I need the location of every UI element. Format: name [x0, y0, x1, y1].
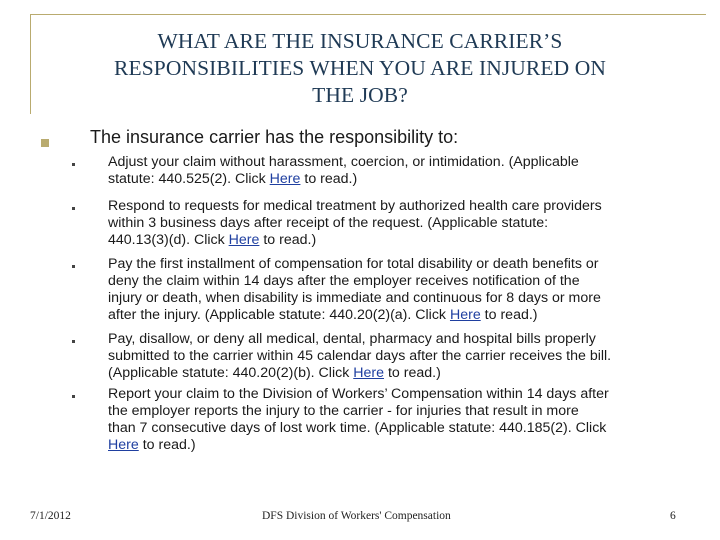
item-text: to read.)	[300, 170, 358, 187]
item-line	[108, 171, 692, 188]
here-link[interactable]: Here	[449, 306, 481, 323]
here-link[interactable]: Here	[228, 231, 260, 248]
item-line: Pay, disallow, or deny all medical, dental, pharmacy and hospital bills properly	[108, 331, 596, 347]
footer-page-number: 6	[670, 510, 676, 522]
small-bullet-icon	[72, 207, 75, 210]
list-item	[108, 154, 692, 188]
item-line: Report your claim to the Division of Workers’ Compensation within 14 days after	[108, 386, 609, 402]
list-item	[108, 256, 692, 324]
frame-left-line	[30, 14, 31, 114]
here-link[interactable]: Here	[269, 170, 301, 187]
item-line	[108, 365, 692, 382]
item-text: to read.)	[480, 306, 538, 323]
list-item	[108, 198, 692, 249]
list-item	[108, 386, 692, 454]
item-text: 440.13(3)(d). Click	[108, 231, 229, 248]
slide-title	[40, 28, 680, 109]
item-line: within 3 business days after receipt of the request. (Applicable statute:	[108, 214, 549, 231]
list-item	[108, 331, 692, 382]
square-bullet-icon	[41, 139, 49, 147]
item-text: statute: 440.525(2). Click	[108, 170, 270, 187]
title-line: RESPONSIBILITIES WHEN YOU ARE INJURED ON	[114, 56, 606, 80]
intro-text: The insurance carrier has the responsibility to:	[90, 127, 459, 147]
item-line	[108, 437, 692, 454]
small-bullet-icon	[72, 395, 75, 398]
item-line: injury or death, when disability is immediate and continuous for 8 days or more	[108, 289, 601, 306]
title-line: THE JOB?	[312, 83, 408, 107]
item-text: after the injury. (Applicable statute: 440.20(2)(a). Click	[108, 306, 450, 323]
footer-title: DFS Division of Workers' Compensation	[262, 510, 451, 522]
item-line: deny the claim within 14 days after the employer receives notification of the	[108, 272, 580, 289]
item-line: the employer reports the injury to the carrier - for injuries that result in more	[108, 402, 579, 419]
here-link[interactable]: Here	[353, 364, 385, 381]
item-line: than 7 consecutive days of lost work time. (Applicable statute: 440.185(2). Click	[108, 419, 607, 436]
item-text: to read.)	[138, 436, 196, 453]
item-line	[108, 232, 692, 249]
footer-date: 7/1/2012	[30, 510, 71, 522]
item-line: Adjust your claim without harassment, coercion, or intimidation. (Applicable	[108, 154, 579, 170]
item-line: submitted to the carrier within 45 calendar days after the carrier receives the bill.	[108, 347, 612, 364]
item-line	[108, 307, 692, 324]
frame-top-line	[30, 14, 706, 15]
item-text: to read.)	[259, 231, 317, 248]
small-bullet-icon	[72, 265, 75, 268]
title-line: WHAT ARE THE INSURANCE CARRIER’S	[157, 29, 563, 53]
small-bullet-icon	[72, 163, 75, 166]
item-text: to read.)	[384, 364, 441, 381]
item-line: Respond to requests for medical treatment by authorized health care providers	[108, 198, 602, 214]
item-line: Pay the first installment of compensation for total disability or death benefits or	[108, 256, 599, 272]
here-link[interactable]: Here	[108, 436, 139, 453]
small-bullet-icon	[72, 340, 75, 343]
item-text: (Applicable statute: 440.20(2)(b). Click	[108, 364, 354, 381]
